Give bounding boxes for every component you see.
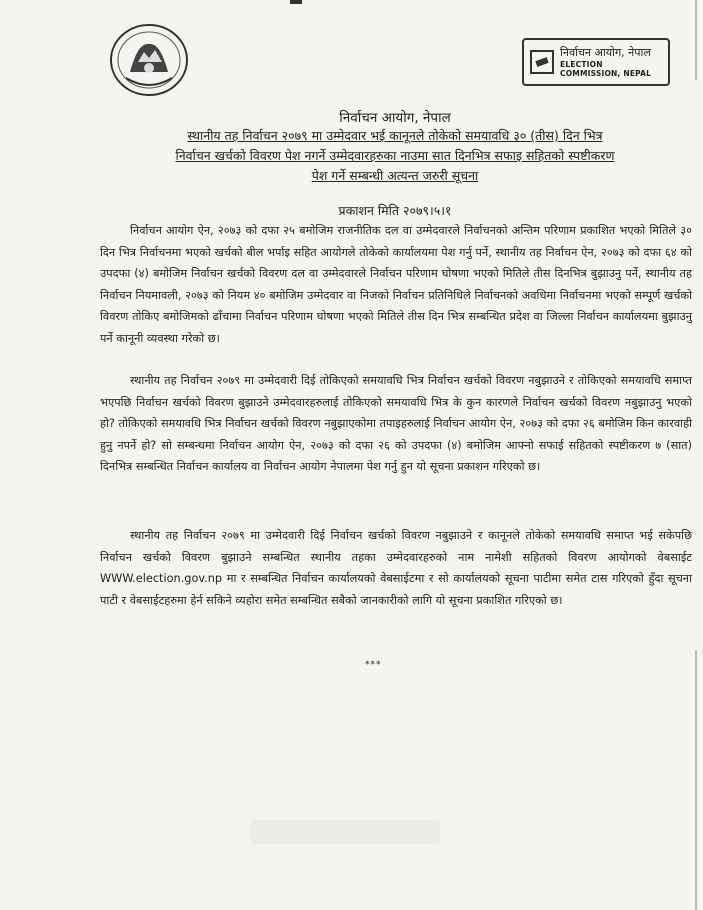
subject-line: निर्वाचन खर्चको विवरण पेश नगर्ने उम्मेदवारहरुका नाउमा सात दिनभित्र सफाइ सहितको स्पष्टीकरण [175, 148, 615, 163]
government-emblem-icon [108, 22, 190, 98]
page-edge-bottom [695, 650, 697, 910]
election-commission-logo [522, 38, 670, 86]
notice-paragraph: स्थानीय तह निर्वाचन २०७९ मा उम्मेदवारी दिई निर्वाचन खर्चको विवरण नबुझाउने र कानूनले तोकेको समयावधि समाप्त भई सकेपछि निर्वाचन खर्चको विवरण बुझाउने सम्बन्धित स्थानीय तहका उम्मेदवारहरुको नाम नामेशी सहितको विवरण आयोगको वेबसाईट WWW.election.gov.np मा र सम्बन्धित निर्वाचन कार्यालयको वेबसाईटमा र सो कार्यालयको सूचना पाटीमा समेत टास गरिएको हुँदा सूचना पाटी र वेबसाईटहरुमा हेर्न सकिने व्यहोरा समेत सम्बन्धित सबैको जानकारीको लागि यो सूचना प्रकाशित गरिएको छ। [100, 529, 692, 607]
notice-paragraph: निर्वाचन आयोग ऐन, २०७३ को दफा २५ बमोजिम राजनीतिक दल वा उम्मेदवारले निर्वाचनको अन्तिम परिणाम प्रकाशित भएको मितिले ३० दिन भित्र निर्वाचनमा भएको खर्चको बील भर्पाइ सहित आयोगले तोकेको कार्यालयमा पेश गर्नु पर्ने, स्थानीय तह निर्वाचन ऐन, २०७३ को दफा ६४ को उपदफा (४) बमोजिम निर्वाचन खर्चको विवरण दल वा उम्मेदवारले निर्वाचन परिणाम घोषणा भएको मितिले तीस दिनभित्र बुझाउनु पर्ने, स्थानीय तह निर्वाचन नियमावली, २०७३ को नियम ४० बमोजिम उम्मेदवार वा निजको निर्वाचन प्रतिनिधिले निर्वाचनको अवधिमा निर्वाचनमा भएको सम्पूर्ण खर्चको विवरण तोकिए बमोजिमको ढाँचामा निर्वाचन परिणाम घोषणा भएको मितिले तीस दिन भित्र सम्बन्धित प्रदेश वा जिल्ला निर्वाचन कार्यालयमा बुझाउनु पर्ने कानूनी व्यवस्था गरेको छ। [100, 224, 692, 345]
ballot-box-icon [530, 50, 554, 74]
faded-stamp [250, 820, 440, 844]
scan-mark [290, 0, 302, 4]
page-edge-top [695, 0, 697, 80]
office-title: निर्वाचन आयोग, नेपाल [339, 110, 451, 126]
notice-paragraph: स्थानीय तह निर्वाचन २०७९ मा उम्मेदवारी दिई तोकिएको समयावधि भित्र निर्वाचन खर्चको विवरण नबुझाउने र तोकिएको समयावधि समाप्त भएपछि निर्वाचन खर्चको विवरण बुझाउने उम्मेदवारहरुलाई तोकिएको समयावधि भित्र के कुन कारणले निर्वाचन खर्चको विवरण नबुझाउनु भएको हो? तोकिएको समयावधि भित्र निर्वाचन खर्चको विवरण नबुझाएकोमा तपाइहरुलाई निर्वाचन आयोग ऐन, २०७३ को दफा २६ बमोजिम किन कारवाही हुनु नपर्ने हो? सो सम्बन्धमा निर्वाचन आयोग ऐन, २०७३ को दफा २६ को उपदफा (४) बमोजिम आफ्नो सफाई सहितको स्पष्टीकरण ७ (सात) दिनभित्र सम्बन्धित निर्वाचन कार्यालय वा निर्वाचन आयोग नेपालमा पेश गर्नु हुन यो सूचना प्रकाशन गरिएको छ। [100, 374, 692, 473]
publication-date: प्रकाशन मिति २०७९।५।१ [338, 203, 452, 218]
logo-english-text: ELECTION COMMISSION, NEPAL [560, 59, 652, 78]
logo-nepali-text: निर्वाचन आयोग, नेपाल [560, 46, 651, 60]
subject-line: स्थानीय तह निर्वाचन २०७९ मा उम्मेदवार भई कानूनले तोकेको समयावधि ३० (तीस) दिन भित्र [187, 128, 603, 143]
end-mark: *** [365, 660, 382, 670]
subject-line: पेश गर्ने सम्बन्धी अत्यन्त जरुरी सूचना [311, 168, 479, 183]
notice-subject [100, 126, 690, 186]
